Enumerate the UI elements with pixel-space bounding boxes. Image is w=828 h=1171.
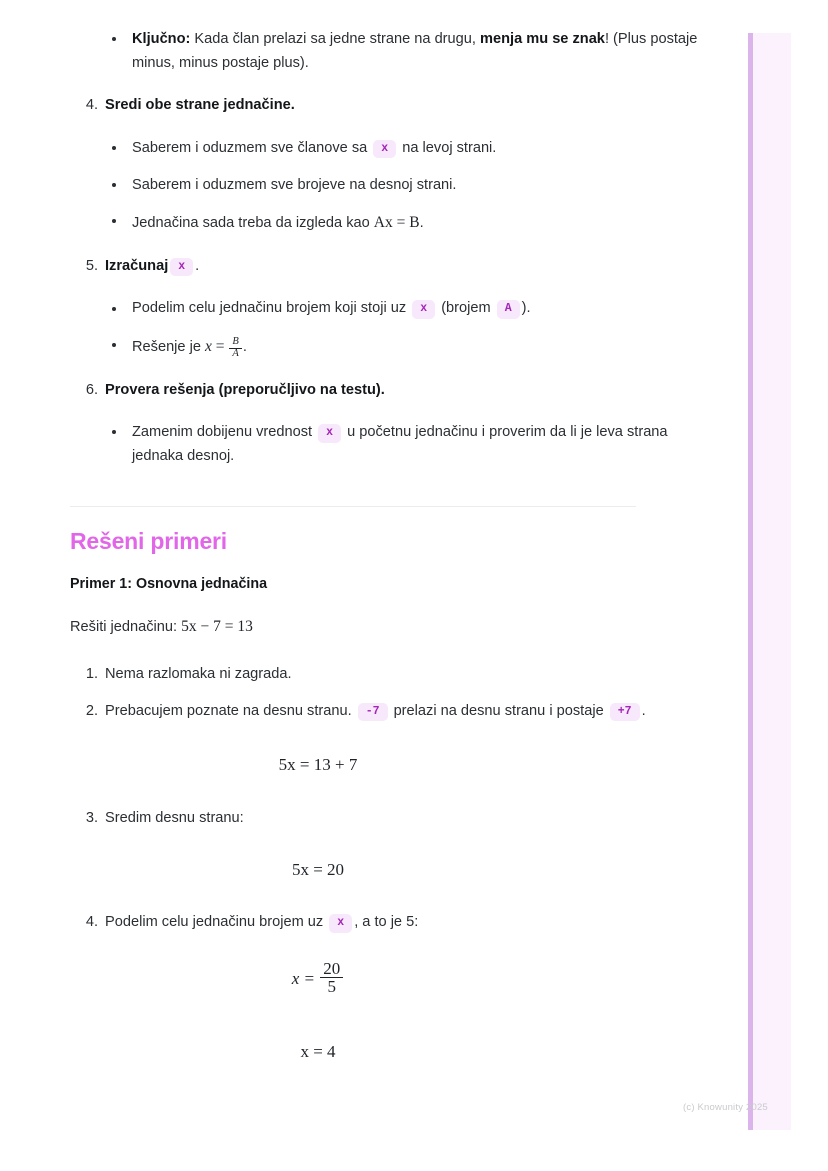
list-marker: 4. xyxy=(85,914,98,931)
list-item xyxy=(70,94,700,118)
step-6-bullets xyxy=(0,421,700,468)
right-decorative-panel xyxy=(748,33,791,1130)
step-5-title: Izračunaj xyxy=(105,257,169,274)
bullet-text-after: u početnu jednačinu i proverim da li je leva strana jednaka desnoj. xyxy=(132,424,668,465)
bullet-text: Saberem i oduzmem sve brojeve na desnoj strani. xyxy=(132,176,457,193)
display-equation-1: 5x = 13 + 7 xyxy=(278,754,358,774)
prompt-label: Rešiti jednačinu: xyxy=(70,618,182,635)
prompt-equation: 5x − 7 = 13 xyxy=(181,617,253,635)
bullet-dot-icon xyxy=(112,37,116,41)
page-title: Rešeni primeri xyxy=(70,527,227,554)
code-badge-x: x xyxy=(373,140,396,159)
key-note-text-before: Kada član prelazi sa jedne strane na drugu, xyxy=(190,31,481,47)
right-panel-accent-bar xyxy=(748,33,753,1130)
list-marker: 3. xyxy=(85,809,98,826)
step-4-title: Sredi obe strane jednačine. xyxy=(105,97,295,114)
bullet-text-before: Saberem i oduzmem sve članove sa xyxy=(132,139,372,156)
key-note-text-after: ! (Plus postaje minus, minus postaje plus). xyxy=(132,31,698,71)
bullet-text-mid: (brojem xyxy=(437,300,495,317)
step-text: Nema razlomaka ni zagrada. xyxy=(105,666,292,683)
step-5-bullets xyxy=(0,297,700,359)
bullet-dot-icon xyxy=(112,183,116,187)
list-item xyxy=(110,421,700,468)
example-1-prompt xyxy=(70,614,700,640)
fraction-20-over-5 xyxy=(320,960,343,996)
step-6-title: Provera rešenja (preporučljivo na testu). xyxy=(105,381,385,398)
inline-equation-ax-b: Ax = B xyxy=(373,214,420,232)
list-item xyxy=(70,911,700,935)
bullet-text-before: Podelim celu jednačinu brojem koji stoji uz xyxy=(132,300,411,317)
bullet-text-before: Rešenje je xyxy=(132,339,206,356)
key-note-list xyxy=(0,28,700,75)
key-note-label: Ključno: xyxy=(132,31,191,47)
bullet-text-after: ). xyxy=(521,300,531,317)
step-text-after: , a to je 5: xyxy=(354,914,419,931)
list-marker: 2. xyxy=(85,702,98,719)
display-equation-2: 5x = 20 xyxy=(291,860,345,880)
step-4-bullets xyxy=(0,137,700,236)
list-marker: 6. xyxy=(85,381,98,398)
code-badge-x: x xyxy=(318,424,341,443)
list-item xyxy=(110,210,700,236)
list-item xyxy=(70,807,700,831)
display-equation-4: x = 4 xyxy=(300,1041,336,1061)
list-item xyxy=(70,700,700,724)
example-1-step-4 xyxy=(0,911,700,935)
code-badge-x: x xyxy=(329,914,352,933)
footer-watermark: (c) Knowunity 2025 xyxy=(683,1102,768,1113)
list-marker: 1. xyxy=(85,666,98,683)
step-text-before: Podelim celu jednačinu brojem uz xyxy=(105,914,328,931)
list-item xyxy=(70,379,700,403)
list-item xyxy=(110,28,700,75)
code-badge-plus-7: +7 xyxy=(610,703,640,722)
list-item xyxy=(110,334,700,360)
math-equals: = xyxy=(211,338,229,356)
step-text-before: Prebacujem poznate na desnu stranu. xyxy=(105,702,356,719)
code-badge-minus-7: -7 xyxy=(358,703,388,722)
bullet-text-before: Jednačina sada treba da izgleda kao xyxy=(132,215,374,232)
bullet-dot-icon xyxy=(112,146,116,150)
display-equation-3 xyxy=(0,960,636,996)
example-1-subheading: Primer 1: Osnovna jednačina xyxy=(70,575,268,592)
bullet-dot-icon xyxy=(112,219,116,223)
step-text-mid: prelazi na desnu stranu i postaje xyxy=(389,702,608,719)
bullet-text-after: na levoj strani. xyxy=(398,139,497,156)
step-4-list xyxy=(0,94,700,118)
math-variable-x: x xyxy=(205,338,212,356)
code-badge-a: A xyxy=(497,300,520,319)
fraction-numerator: 20 xyxy=(323,958,341,978)
bullet-dot-icon xyxy=(112,343,116,347)
example-1-step-3 xyxy=(0,807,700,831)
step-5-title-after: . xyxy=(195,257,200,274)
list-item xyxy=(110,137,700,161)
bullet-dot-icon xyxy=(112,307,116,311)
fraction-denominator: 5 xyxy=(320,977,343,996)
step-5-list xyxy=(0,255,700,279)
list-item xyxy=(110,174,700,198)
fraction-b-over-a xyxy=(229,337,241,360)
list-item xyxy=(70,663,700,687)
step-text-after: . xyxy=(641,702,646,719)
list-marker: 4. xyxy=(85,97,98,114)
bullet-text-after: . xyxy=(242,339,247,356)
fraction-denominator: A xyxy=(229,348,241,360)
key-note-bold-mid: menja mu se znak xyxy=(480,31,605,47)
list-item xyxy=(110,297,700,321)
example-1-steps xyxy=(0,663,700,723)
code-badge-x: x xyxy=(412,300,435,319)
bullet-dot-icon xyxy=(112,430,116,434)
step-6-list xyxy=(0,379,700,403)
equation-3-lhs: x = xyxy=(291,968,320,988)
bullet-text-after: . xyxy=(419,215,424,232)
step-text: Sredim desnu stranu: xyxy=(105,809,244,826)
fraction-numerator: B xyxy=(232,335,239,347)
bullet-text-before: Zamenim dobijenu vrednost xyxy=(132,424,317,441)
list-marker: 5. xyxy=(85,257,98,274)
code-badge-x: x xyxy=(170,258,193,277)
list-item xyxy=(70,255,700,279)
inline-equation-solution xyxy=(205,335,243,359)
